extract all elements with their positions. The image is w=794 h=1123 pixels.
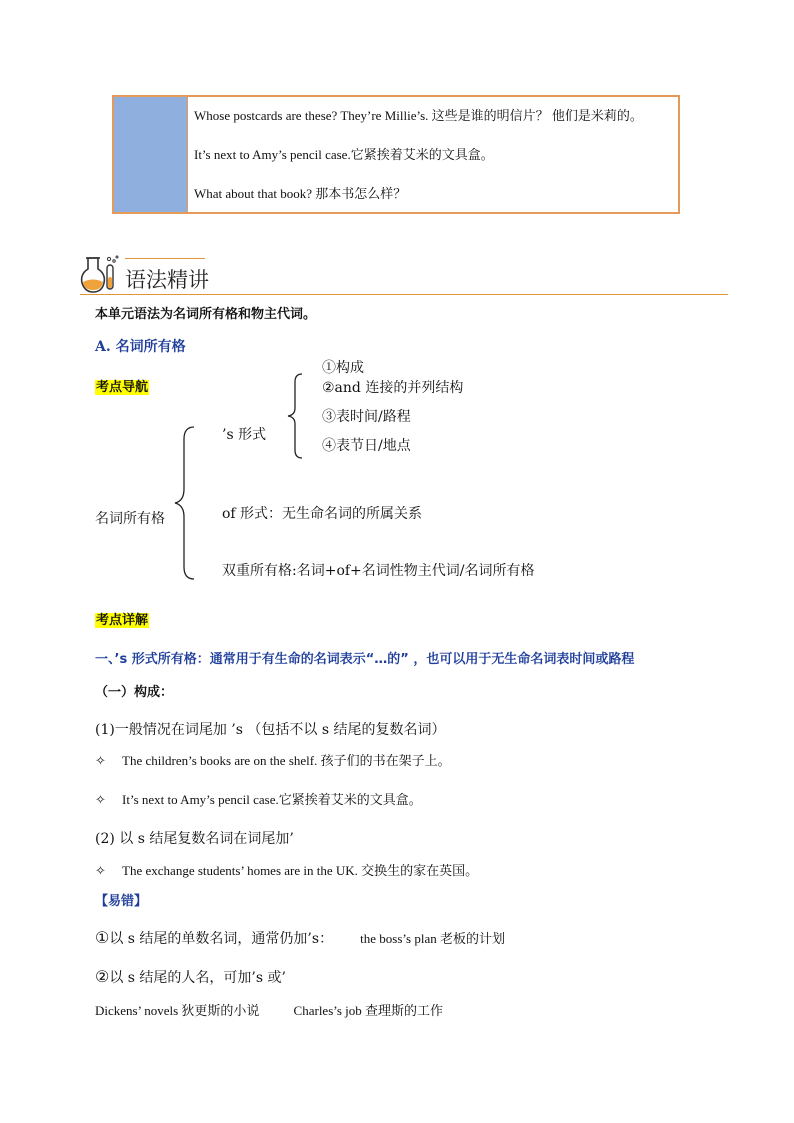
bullet-icon: ✧ [95, 864, 106, 879]
error-label: 【易错】 [95, 894, 148, 909]
detail-label: 考点详解 [96, 613, 149, 628]
tree-sub-2: ②and 连接的并列结构 [322, 380, 464, 396]
chemistry-flask-icon [78, 255, 124, 295]
example-3: ✧ The exchange students’ homes are in the UK. 交换生的家在英国。 [95, 863, 479, 879]
example-box-side-panel [114, 97, 188, 212]
part-a-heading: A. 名词所有格 [95, 339, 186, 355]
error-item-2-examples: Dickens’ novels 狄更斯的小说 Charles’s job 查理斯的工作 [95, 1003, 444, 1018]
section-underline [80, 294, 728, 295]
section-title: 语法精讲 [125, 268, 209, 292]
intro-text: 本单元语法为名词所有格和物主代词。 [95, 307, 317, 322]
example-2: ✧ It’s next to Amy’s pencil case.它紧挨着艾米的文具盒。 [95, 792, 422, 808]
tree-branch-s-form: ’s 形式 [222, 427, 267, 443]
tree-sub-3: ③表时间/路程 [322, 409, 411, 425]
rule-1: (1)一般情况在词尾加 ’s （包括不以 s 结尾的复数名词） [95, 722, 446, 738]
tree-sub-4: ④表节日/地点 [322, 438, 411, 454]
point-1-heading: 一、’s 形式所有格：通常用于有生命的名词表示“…的” ，也可以用于无生命名词表时间或路程 [95, 652, 635, 667]
example-line-3: What about that book? 那本书怎么样？ [194, 186, 407, 201]
big-brace [172, 425, 200, 581]
error-item-2: ②以 s 结尾的人名，可加’s 或’ [95, 967, 286, 986]
rule-2: (2) 以 s 结尾复数名词在词尾加’ [95, 831, 294, 847]
example-box [112, 95, 680, 214]
nav-label: 考点导航 [96, 380, 149, 395]
section-top-rule [125, 258, 205, 259]
tree-sub-1: ①构成 [322, 360, 364, 376]
small-brace [284, 372, 306, 460]
bullet-icon: ✧ [95, 793, 106, 808]
sub-1-heading: （一）构成： [95, 685, 174, 700]
example-line-2: It’s next to Amy’s pencil case.它紧挨着艾米的文具盒。 [194, 147, 494, 162]
example-line-1: Whose postcards are these? They’re Millie’s. 这些是谁的明信片？ 他们是米莉的。 [194, 108, 643, 123]
example-1: ✧ The children’s books are on the shelf. 孩子们的书在架子上。 [95, 753, 451, 769]
bullet-icon: ✧ [95, 754, 106, 769]
error-item-1: ①以 s 结尾的单数名词，通常仍加’s： the boss’s plan 老板的计划 [95, 928, 505, 947]
tree-branch-of-form: of 形式：无生命名词的所属关系 [222, 506, 423, 522]
tree-root: 名词所有格 [95, 511, 165, 527]
tree-branch-double: 双重所有格:名词+of+名词性物主代词/名词所有格 [222, 563, 535, 579]
